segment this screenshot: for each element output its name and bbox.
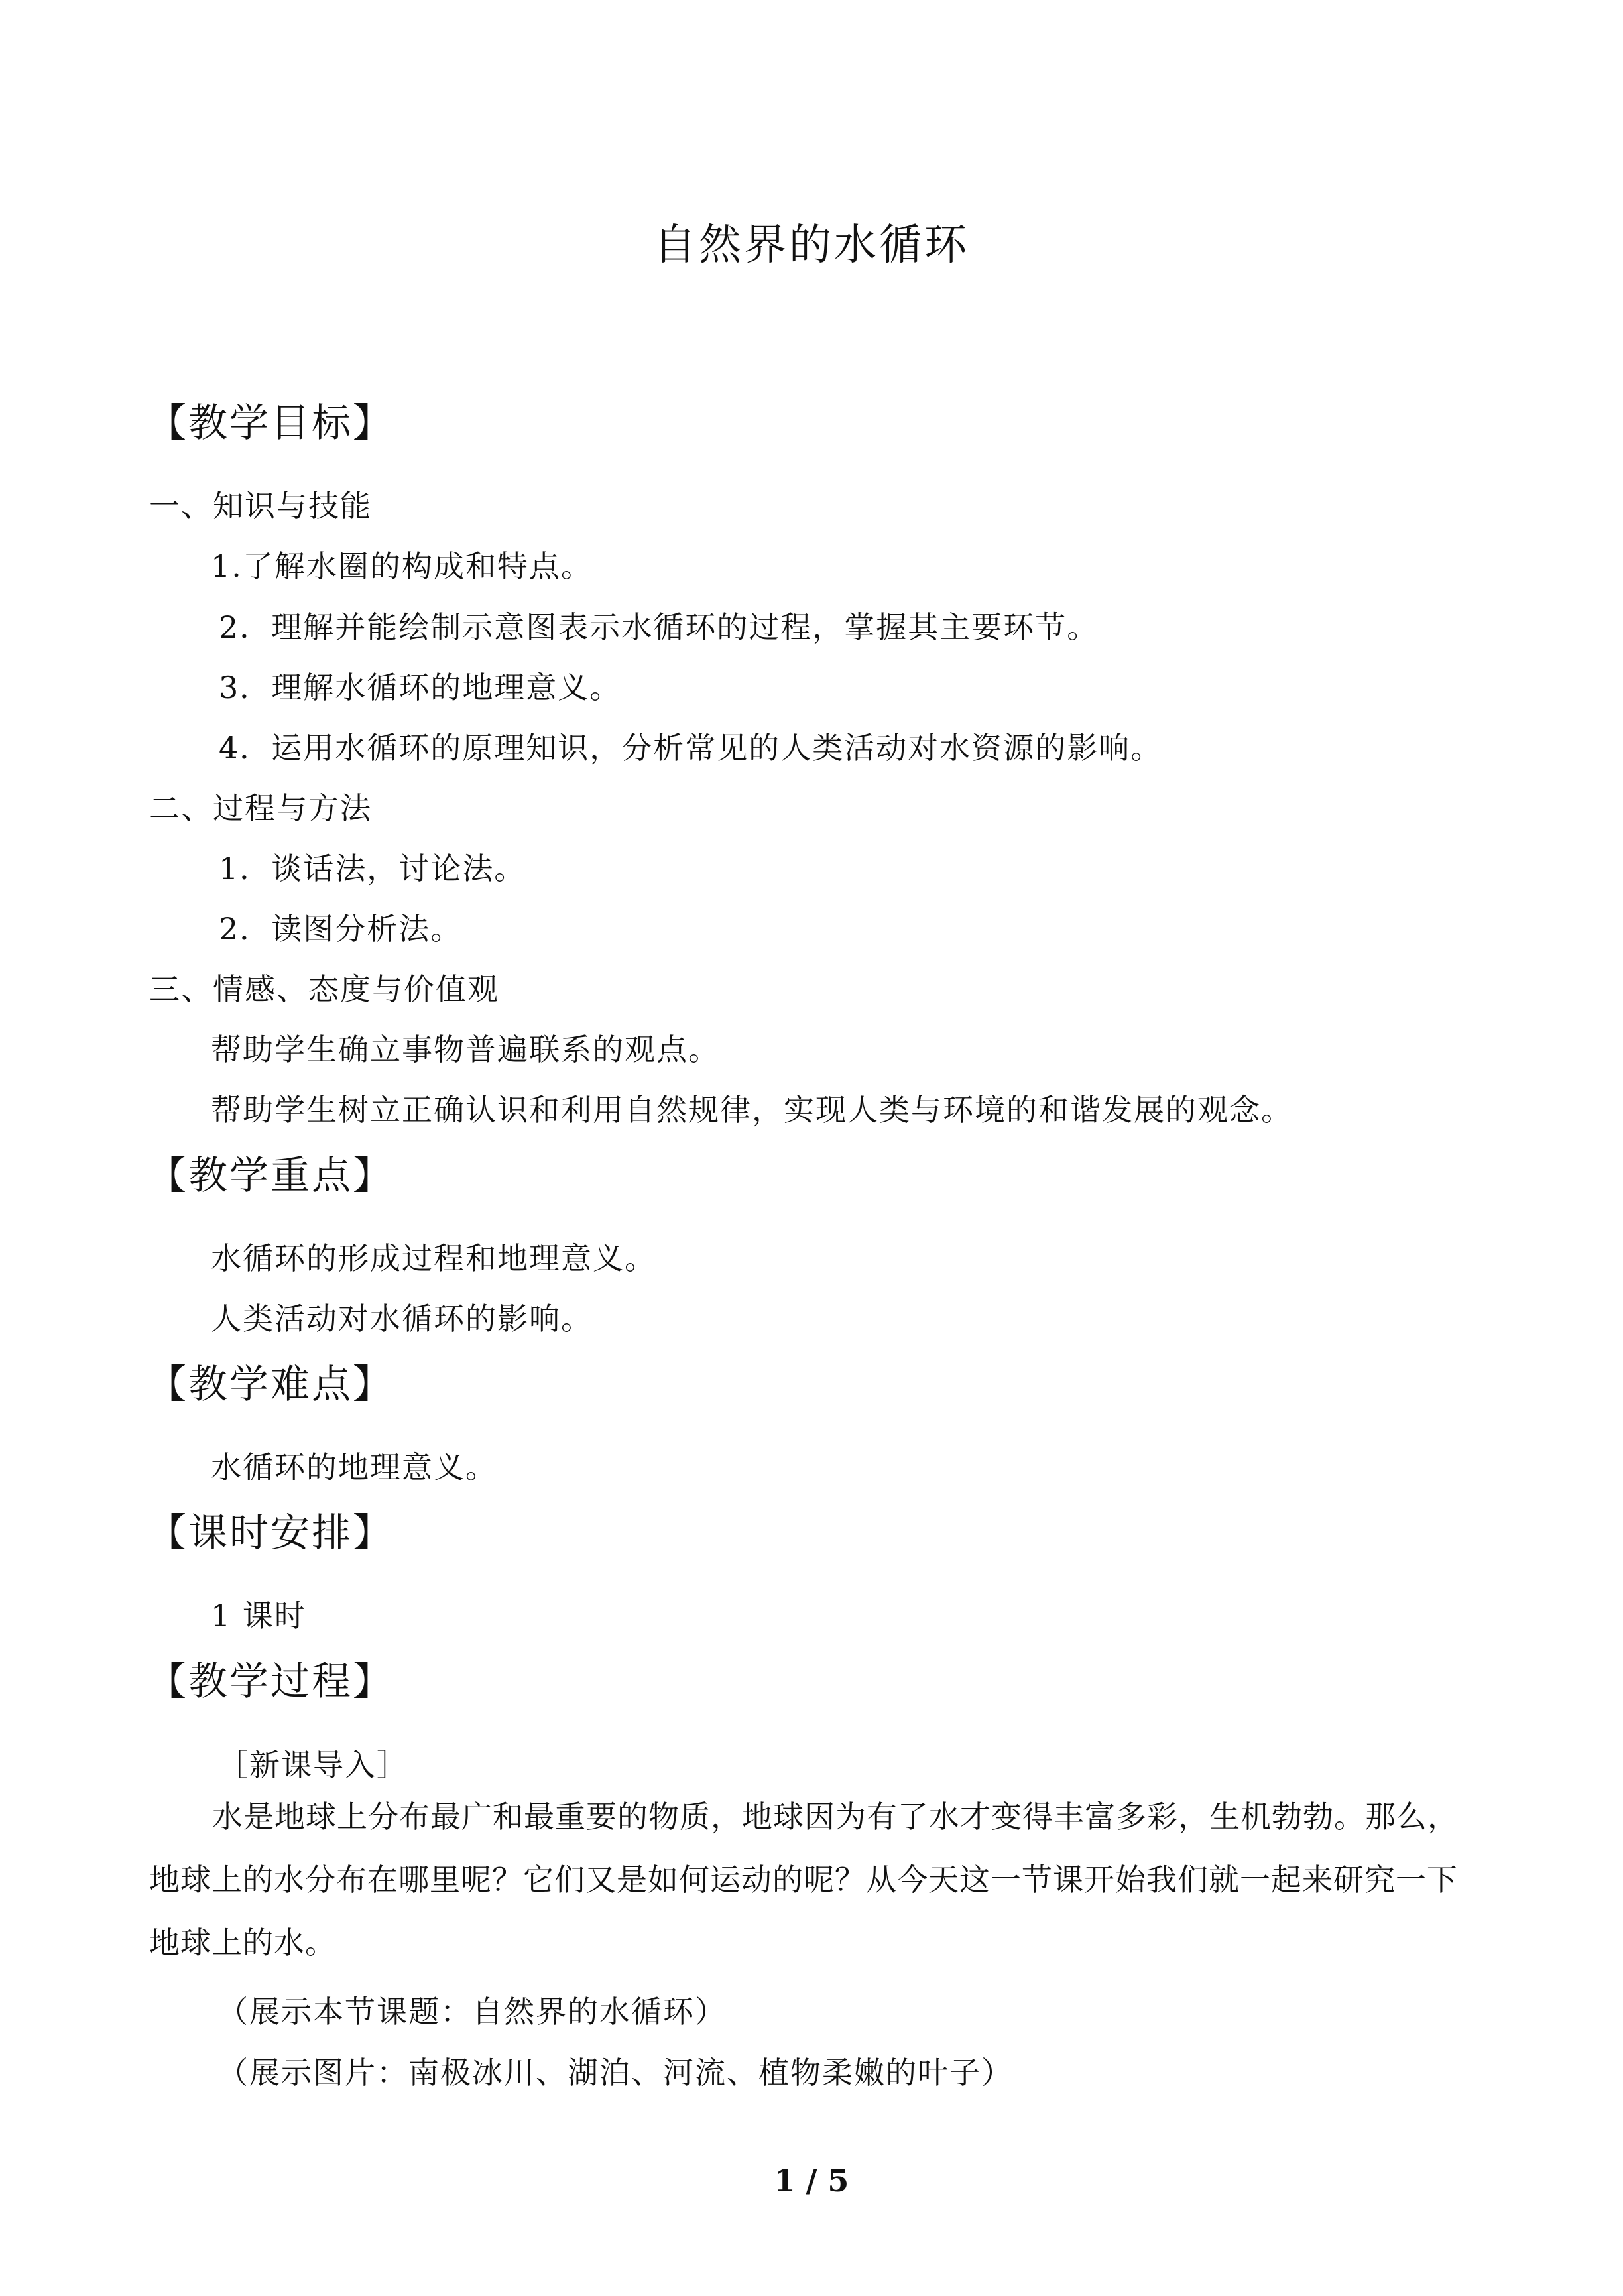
key-point-2: 人类活动对水循环的影响。 (211, 1301, 593, 1337)
section-heading-schedule: 【课时安排】 (147, 1510, 394, 1555)
process-show-pictures: （展示图片：南极冰川、湖泊、河流、植物柔嫩的叶子） (217, 2055, 1013, 2090)
objective-knowledge-1: 1.了解水圈的构成和特点。 (211, 548, 593, 584)
section-heading-objectives: 【教学目标】 (147, 400, 394, 446)
process-intro-paragraph: 水是地球上分布最广和最重要的物质，地球因为有了水才变得丰富多彩，生机勃勃。那么，地球上的水分布在哪里呢？它们又是如何运动的呢？从今天这一节课开始我们就一起来研究一下地球上的水。 (149, 1799, 1459, 1961)
page-number: 1 / 5 (774, 2163, 849, 2199)
section-heading-process: 【教学过程】 (147, 1658, 394, 1704)
key-point-1: 水循环的形成过程和地理意义。 (211, 1240, 656, 1276)
process-intro-label: ［新课导入］ (217, 1747, 408, 1783)
objective-value-2: 帮助学生树立正确认识和利用自然规律，实现人类与环境的和谐发展的观念。 (211, 1092, 1293, 1128)
objective-knowledge-2: 2．理解并能绘制示意图表示水循环的过程，掌握其主要环节。 (219, 609, 1099, 645)
objectives-heading-values: 三、情感、态度与价值观 (149, 971, 499, 1007)
schedule-hours: 1 课时 (211, 1598, 306, 1634)
objective-method-1: 1．谈话法，讨论法。 (219, 851, 526, 886)
section-heading-key-points: 【教学重点】 (147, 1152, 394, 1198)
objective-knowledge-4: 4．运用水循环的原理知识，分析常见的人类活动对水资源的影响。 (219, 730, 1163, 766)
section-heading-difficulties: 【教学难点】 (147, 1361, 394, 1407)
objective-value-1: 帮助学生确立事物普遍联系的观点。 (211, 1032, 720, 1067)
process-show-topic: （展示本节课题：自然界的水循环） (217, 1994, 727, 2029)
document-title: 自然界的水循环 (654, 221, 969, 270)
objective-method-2: 2．读图分析法。 (219, 911, 463, 947)
objectives-heading-knowledge: 一、知识与技能 (149, 488, 372, 524)
objectives-heading-methods: 二、过程与方法 (149, 790, 372, 826)
difficulty-1: 水循环的地理意义。 (211, 1449, 497, 1485)
objective-knowledge-3: 3．理解水循环的地理意义。 (219, 670, 622, 705)
